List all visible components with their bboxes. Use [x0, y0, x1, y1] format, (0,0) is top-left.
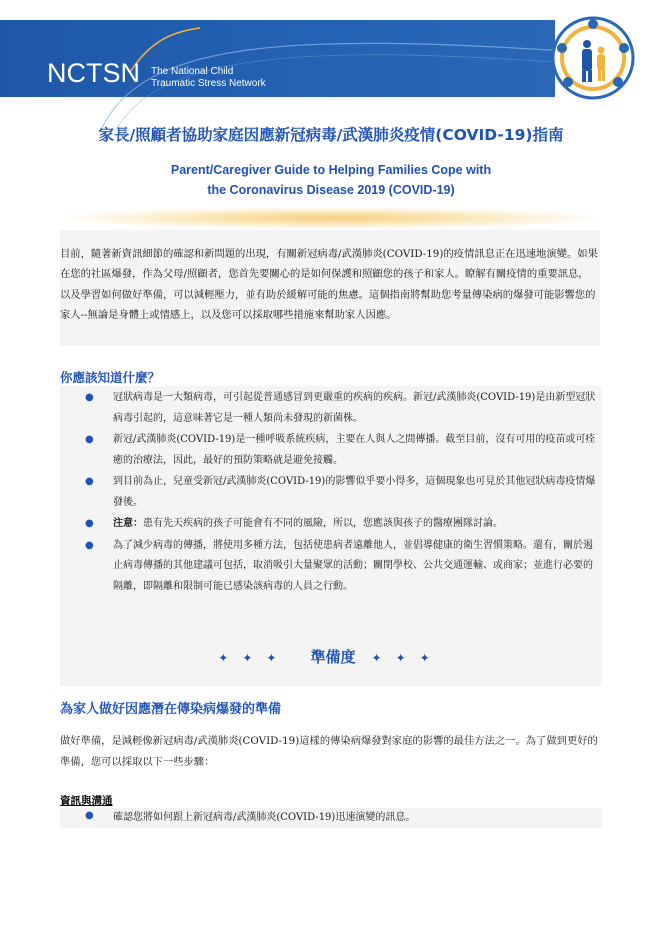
- header-banner: [0, 20, 555, 112]
- nctsn-logo: NCTSN: [47, 58, 140, 88]
- prepare-paragraph: 做好準備，是減輕像新冠病毒/武漢肺炎(COVID-19)這樣的傳染病爆發對家庭的影響的最佳方法之一。為了做到更好的準備，您可以採取以下一些步驟：: [60, 735, 598, 768]
- list-item: ● 到目前為止，兒童受新冠/武漢肺炎(COVID-19)的影響似乎要小得多，這個現象也可見於其他冠狀病毒疫情爆發後。: [60, 472, 602, 513]
- note-label: 注意：: [113, 518, 143, 529]
- section-heading-prepare: 為家人做好因應潛在傳染病爆發的準備: [60, 702, 282, 717]
- list-item: ● 新冠/武漢肺炎(COVID-19)是一種呼吸系統疾病，主要在人與人之間傳播。截至目前，沒有可用的疫苗或可痊癒的治療法，因此，最好的預防策略就是避免接觸。: [60, 430, 602, 471]
- bullet-icon: ●: [85, 810, 94, 821]
- bullet-icon: ●: [85, 518, 94, 529]
- bullet-icon: ●: [85, 476, 94, 487]
- page-title-chinese: 家長/照顧者協助家庭因應新冠病毒/武漢肺炎疫情(COVID-19)指南: [98, 126, 564, 144]
- info-communication-heading: 資訊與溝通: [60, 795, 113, 807]
- translator-credit: Chinese ranslated by: Dr. Sue-Huei Chen 陳淑惠: [386, 107, 486, 112]
- list-item: ● 為了減少病毒的傳播，將使用多種方法，包括使患病者遠離他人，並倡導健康的衛生習慣策略。還有，關於遏止病毒傳播的其他建議可包括，取消吸引大量聚眾的活動；關閉學校、公共交通運輸、或商家；並進行必要的隔離，即隔離和限制可能已感染該病毒的人員之行動。: [60, 536, 602, 598]
- know-list: [60, 388, 602, 598]
- family-emblem-icon: [548, 12, 638, 104]
- section-heading-know: 你應該知道什麼？: [60, 370, 161, 385]
- list-item: 確認您將如何跟上新冠病毒/武漢肺炎(COVID-19)迅速演變的訊息。: [113, 812, 416, 823]
- star-icon: ✦✦✦: [371, 651, 444, 665]
- page-title-english: Parent/Caregiver Guide to Helping Families Cope with the Coronavirus Disease 2019 (COVID-19): [170, 163, 492, 197]
- intro-paragraph: 目前，隨著新資訊細節的確認和新問題的出現，有關新冠病毒/武漢肺炎(COVID-19)的疫情訊息正在迅速地演變。如果在您的社區爆發，作為父母/照顧者，您首先要關心的是如何保護和照顧您的孩子和家人。瞭解有關疫情的重要訊息，以及學習如何做好準備，可以減輕壓力，並有助於緩解可能的焦慮。這個指南將幫助您考量傳染病的爆發可能影響您的家人--無論是身體上或情感上，以及您可以採取哪些措施來幫助家人因應。: [60, 230, 600, 346]
- list-item: ● 冠狀病毒是一大類病毒，可引起從普通感冒到更嚴重的疾病的疾病。新冠/武漢肺炎(COVID-19)是由新型冠狀病毒引起的，這意味著它是一種人類尚未發現的新菌株。: [60, 388, 602, 429]
- org-name: The National Child Traumatic Stress Network: [151, 66, 266, 89]
- bullet-icon: ●: [85, 434, 94, 445]
- bullet-icon: ●: [85, 392, 94, 403]
- star-icon: ✦✦✦: [218, 651, 291, 665]
- gold-divider: [60, 207, 602, 229]
- list-item: ● 注意：患有先天疾病的孩子可能會有不同的風險，所以，您應該與孩子的醫療團隊討論。: [60, 514, 602, 535]
- readiness-title: ✦✦✦ 準備度 ✦✦✦: [218, 648, 444, 666]
- bullet-icon: ●: [85, 539, 94, 551]
